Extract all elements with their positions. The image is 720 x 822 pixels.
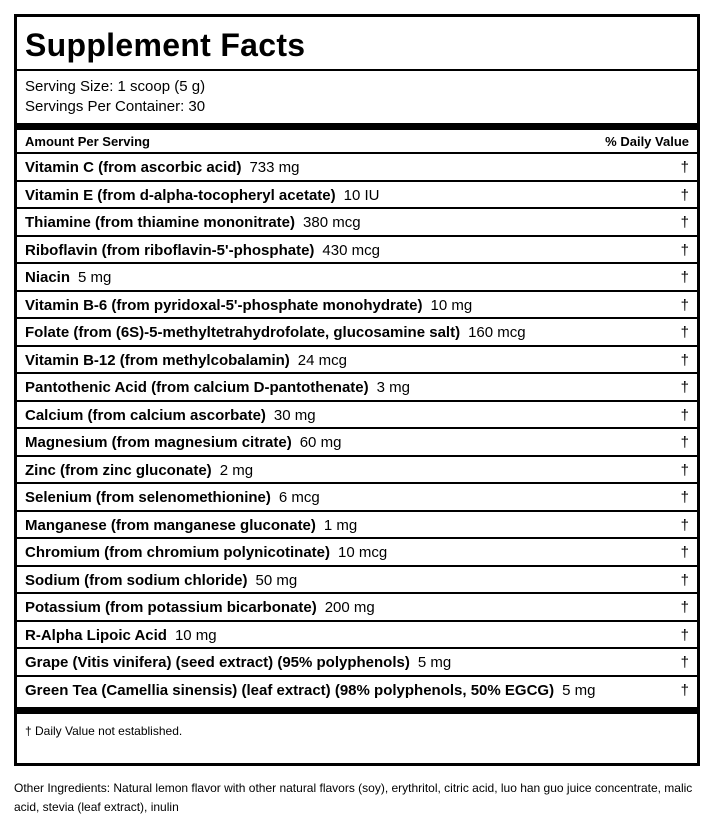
nutrient-amount: 10 mg <box>174 626 217 644</box>
nutrient-daily-value: † <box>680 379 689 396</box>
nutrient-row <box>17 567 697 595</box>
nutrient-label: Zinc (from zinc gluconate) <box>25 461 212 479</box>
nutrient-daily-value: † <box>680 406 689 424</box>
nutrient-label: Riboflavin (from riboflavin-5'-phosphate) <box>25 241 315 259</box>
nutrient-row <box>17 237 697 265</box>
nutrient-amount: 1 mg <box>323 516 358 534</box>
nutrient-label: Vitamin C (from ascorbic acid) <box>25 159 242 176</box>
nutrient-name <box>25 488 320 507</box>
nutrient-label: Folate (from (6S)-5-methyltetrahydrofolate, glucosamine salt) <box>25 324 461 341</box>
nutrient-label: R-Alpha Lipoic Acid <box>25 626 167 644</box>
nutrient-row <box>17 319 697 347</box>
nutrient-label: Magnesium (from magnesium citrate) <box>25 434 292 451</box>
nutrient-daily-value: † <box>680 654 689 671</box>
nutrient-label: Manganese (from manganese gluconate) <box>25 516 316 534</box>
nutrient-row <box>17 539 697 567</box>
nutrient-row <box>17 264 697 292</box>
nutrient-amount: 60 mg <box>299 434 342 451</box>
nutrient-daily-value: † <box>680 681 689 699</box>
nutrient-name <box>25 461 253 480</box>
serving-divider <box>17 123 697 130</box>
nutrient-amount: 10 mcg <box>338 544 388 561</box>
nutrient-daily-value: † <box>680 544 689 561</box>
nutrient-label: Chromium (from chromium polynicotinate) <box>25 544 331 561</box>
nutrient-daily-value: † <box>680 434 689 451</box>
nutrient-amount: 10 IU <box>343 186 380 204</box>
nutrient-label: Green Tea (Camellia sinensis) (leaf extract) (98% polyphenols, 50% EGCG) <box>25 681 555 699</box>
nutrient-amount: 160 mcg <box>468 324 526 341</box>
nutrient-label: Vitamin E (from d-alpha-tocopheryl acetate) <box>25 186 336 204</box>
nutrient-amount: 2 mg <box>219 461 254 479</box>
nutrient-name <box>25 268 111 287</box>
nutrient-amount: 733 mg <box>249 159 300 176</box>
nutrient-daily-value: † <box>680 626 689 644</box>
nutrient-name <box>25 681 595 700</box>
nutrient-daily-value: † <box>680 186 689 204</box>
nutrient-name <box>25 406 316 425</box>
nutrient-label: Thiamine (from thiamine mononitrate) <box>25 214 296 231</box>
nutrient-row <box>17 622 697 650</box>
nutrient-name <box>25 241 380 260</box>
title-divider <box>17 69 697 71</box>
nutrient-name <box>25 598 375 617</box>
nutrient-daily-value: † <box>680 489 689 506</box>
nutrient-row <box>17 677 697 705</box>
nutrient-row <box>17 292 697 320</box>
nutrient-label: Sodium (from sodium chloride) <box>25 571 248 589</box>
nutrient-daily-value: † <box>680 516 689 534</box>
nutrient-daily-value: † <box>680 351 689 369</box>
nutrient-row <box>17 594 697 622</box>
nutrient-amount: 5 mg <box>562 681 596 699</box>
nutrient-name <box>25 433 341 452</box>
nutrient-row <box>17 154 697 182</box>
amount-per-serving-header: Amount Per Serving <box>25 134 150 149</box>
nutrient-row <box>17 512 697 540</box>
nutrient-label: Niacin <box>25 269 71 286</box>
nutrient-label: Grape (Vitis vinifera) (seed extract) (95% polyphenols) <box>25 654 410 671</box>
daily-value-header: % Daily Value <box>605 134 689 149</box>
nutrient-name <box>25 543 387 562</box>
nutrient-name <box>25 653 451 672</box>
nutrient-row <box>17 182 697 210</box>
nutrient-row <box>17 649 697 677</box>
nutrient-amount: 30 mg <box>273 406 316 424</box>
nutrient-row <box>17 209 697 237</box>
nutrient-row <box>17 347 697 375</box>
nutrient-row <box>17 402 697 430</box>
other-ingredients: Other Ingredients: Natural lemon flavor with other natural flavors (soy), erythritol, citric acid, luo han guo juice concentrate, malic acid, stevia (leaf extract), inulin <box>14 781 693 814</box>
nutrient-daily-value: † <box>680 241 689 259</box>
nutrient-amount: 6 mcg <box>278 489 320 506</box>
nutrient-row <box>17 457 697 485</box>
nutrient-amount: 380 mcg <box>303 214 361 231</box>
servings-per-container: Servings Per Container: 30 <box>25 98 206 115</box>
panel-title: Supplement Facts <box>25 27 306 63</box>
nutrient-daily-value: † <box>680 269 689 286</box>
nutrient-amount: 50 mg <box>255 571 298 589</box>
nutrient-name <box>25 571 297 590</box>
supplement-facts-panel <box>14 14 700 766</box>
nutrient-daily-value: † <box>680 296 689 314</box>
nutrient-name <box>25 296 472 315</box>
nutrient-name <box>25 351 347 370</box>
nutrient-amount: 200 mg <box>324 599 375 616</box>
nutrient-name <box>25 516 357 535</box>
nutrient-label: Vitamin B-6 (from pyridoxal-5'-phosphate monohydrate) <box>25 296 423 314</box>
daily-value-footnote: † Daily Value not established. <box>25 724 183 738</box>
nutrient-row <box>17 429 697 457</box>
nutrient-name <box>25 158 300 177</box>
nutrient-daily-value: † <box>680 159 689 176</box>
nutrient-amount: 430 mcg <box>322 241 380 259</box>
nutrient-daily-value: † <box>680 461 689 479</box>
nutrient-amount: 5 mg <box>417 654 452 671</box>
nutrient-amount: 10 mg <box>430 296 473 314</box>
nutrient-name <box>25 213 361 232</box>
nutrient-label: Selenium (from selenomethionine) <box>25 489 271 506</box>
nutrient-daily-value: † <box>680 214 689 231</box>
serving-size: Serving Size: 1 scoop (5 g) <box>25 78 206 95</box>
nutrient-label: Potassium (from potassium bicarbonate) <box>25 599 317 616</box>
nutrient-daily-value: † <box>680 324 689 341</box>
nutrient-daily-value: † <box>680 571 689 589</box>
nutrient-label: Vitamin B-12 (from methylcobalamin) <box>25 351 290 369</box>
nutrient-list <box>17 154 697 704</box>
nutrient-name <box>25 323 526 342</box>
nutrient-row <box>17 374 697 402</box>
nutrient-amount: 3 mg <box>376 379 410 396</box>
nutrient-row <box>17 484 697 512</box>
nutrient-label: Calcium (from calcium ascorbate) <box>25 406 266 424</box>
nutrient-name <box>25 186 379 205</box>
nutrient-name <box>25 626 217 645</box>
nutrient-name <box>25 378 410 397</box>
nutrient-amount: 5 mg <box>78 269 112 286</box>
footnote-divider <box>17 707 697 714</box>
nutrient-amount: 24 mcg <box>297 351 347 369</box>
nutrient-daily-value: † <box>680 599 689 616</box>
nutrient-label: Pantothenic Acid (from calcium D-pantothenate) <box>25 379 369 396</box>
